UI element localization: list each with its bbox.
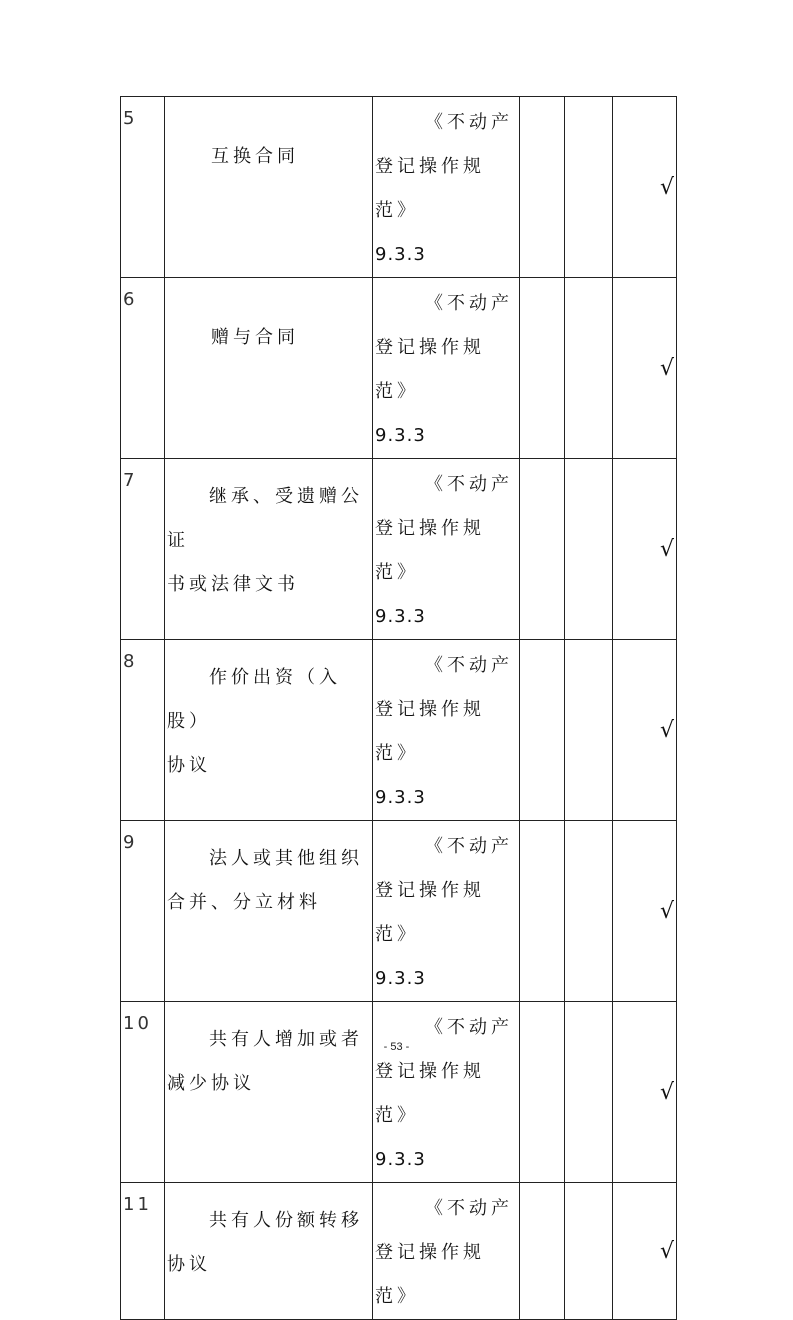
page-number: - 53 - xyxy=(383,1041,410,1053)
check-cell xyxy=(613,459,677,640)
check-cell xyxy=(613,97,677,278)
basis-line: 登记操作规范》 xyxy=(375,156,485,221)
checkmark-icon: √ xyxy=(659,355,674,381)
basis-line: 《不动产 xyxy=(425,1017,513,1038)
basis-line: 《不动产 xyxy=(425,836,513,857)
material-name-line: 互换合同 xyxy=(211,146,299,167)
table-row xyxy=(121,278,677,459)
checkmark-icon: √ xyxy=(659,174,674,200)
check-cell xyxy=(613,1183,677,1320)
table-row xyxy=(121,640,677,821)
legal-basis xyxy=(373,1002,520,1183)
legal-basis xyxy=(373,1183,520,1320)
material-name xyxy=(165,97,373,278)
empty-cell xyxy=(565,459,613,640)
basis-line: 9.3.3 xyxy=(375,1149,426,1170)
empty-cell xyxy=(565,1183,613,1320)
material-name-line: 继承、受遗赠公证 xyxy=(167,486,363,551)
check-cell xyxy=(613,278,677,459)
legal-basis xyxy=(373,640,520,821)
basis-line: 登记操作规范》 xyxy=(375,1242,485,1307)
empty-cell xyxy=(520,640,565,821)
basis-line: 登记操作规范》 xyxy=(375,518,485,583)
legal-basis xyxy=(373,821,520,1002)
row-number: 10 xyxy=(121,1002,165,1183)
material-name-line: 赠与合同 xyxy=(211,327,299,348)
table-row xyxy=(121,97,677,278)
material-name xyxy=(165,821,373,1002)
basis-line: 登记操作规范》 xyxy=(375,337,485,402)
table-row xyxy=(121,1002,677,1183)
basis-line: 9.3.3 xyxy=(375,968,426,989)
table-row xyxy=(121,1183,677,1320)
row-number: 11 xyxy=(121,1183,165,1320)
empty-cell xyxy=(520,821,565,1002)
material-name-line: 协议 xyxy=(167,1254,211,1275)
material-name xyxy=(165,278,373,459)
material-name xyxy=(165,1183,373,1320)
basis-line: 《不动产 xyxy=(425,293,513,314)
basis-line: 9.3.3 xyxy=(375,244,426,265)
legal-basis xyxy=(373,459,520,640)
basis-line: 《不动产 xyxy=(425,1198,513,1219)
basis-line: 登记操作规范》 xyxy=(375,880,485,945)
checkmark-icon: √ xyxy=(659,1079,674,1105)
empty-cell xyxy=(520,1002,565,1183)
check-cell xyxy=(613,821,677,1002)
checkmark-icon: √ xyxy=(659,1238,674,1264)
legal-basis xyxy=(373,278,520,459)
checkmark-icon: √ xyxy=(659,898,674,924)
basis-line: 9.3.3 xyxy=(375,425,426,446)
check-cell xyxy=(613,1002,677,1183)
table-row xyxy=(121,459,677,640)
table-row xyxy=(121,821,677,1002)
material-name xyxy=(165,1002,373,1183)
material-name-line: 共有人份额转移 xyxy=(209,1210,363,1231)
checkmark-icon: √ xyxy=(659,536,674,562)
basis-line: 9.3.3 xyxy=(375,787,426,808)
check-cell xyxy=(613,640,677,821)
checkmark-icon: √ xyxy=(659,717,674,743)
empty-cell xyxy=(565,278,613,459)
basis-line: 《不动产 xyxy=(425,655,513,676)
basis-line: 《不动产 xyxy=(425,112,513,133)
empty-cell xyxy=(565,97,613,278)
basis-line: 9.3.3 xyxy=(375,606,426,627)
material-name-line: 减少协议 xyxy=(167,1073,255,1094)
material-name-line: 共有人增加或者 xyxy=(209,1029,363,1050)
material-name xyxy=(165,640,373,821)
material-name-line: 协议 xyxy=(167,755,211,776)
empty-cell xyxy=(520,459,565,640)
material-name-line: 合并、分立材料 xyxy=(167,892,321,913)
row-number: 6 xyxy=(121,278,165,459)
empty-cell xyxy=(520,97,565,278)
row-number: 8 xyxy=(121,640,165,821)
row-number: 5 xyxy=(121,97,165,278)
empty-cell xyxy=(565,640,613,821)
basis-line: 登记操作规范》 xyxy=(375,699,485,764)
empty-cell xyxy=(520,1183,565,1320)
empty-cell xyxy=(520,278,565,459)
basis-line: 登记操作规范》 xyxy=(375,1061,485,1126)
legal-basis xyxy=(373,97,520,278)
material-name xyxy=(165,459,373,640)
empty-cell xyxy=(565,821,613,1002)
materials-table xyxy=(120,96,677,1320)
row-number: 9 xyxy=(121,821,165,1002)
material-name-line: 作价出资（入股） xyxy=(167,667,341,732)
row-number: 7 xyxy=(121,459,165,640)
basis-line: 《不动产 xyxy=(425,474,513,495)
material-name-line: 书或法律文书 xyxy=(167,574,299,595)
empty-cell xyxy=(565,1002,613,1183)
material-name-line: 法人或其他组织 xyxy=(209,848,363,869)
